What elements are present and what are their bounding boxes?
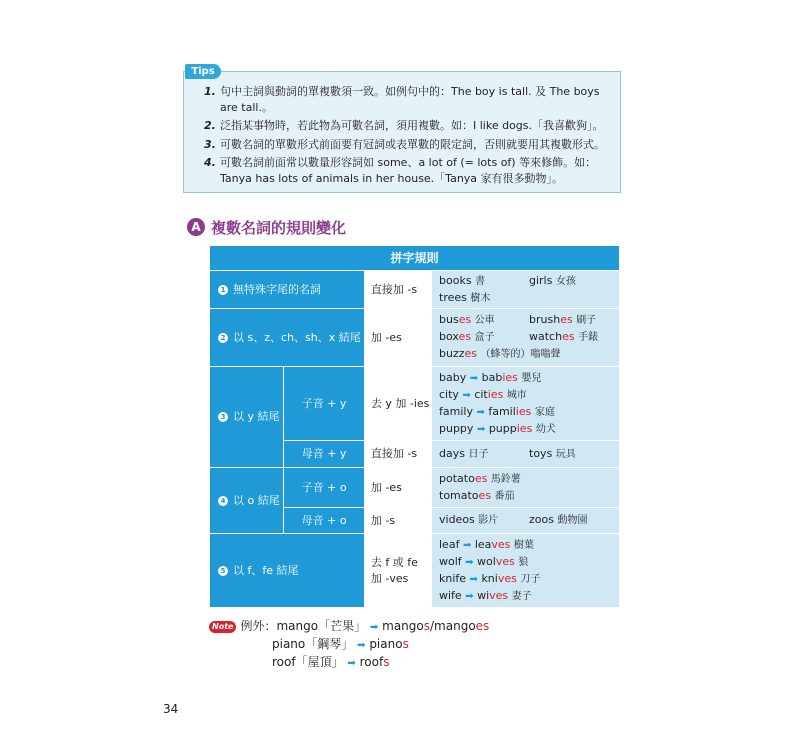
- table-row: [210, 468, 620, 508]
- bullet-number: 2: [218, 333, 228, 343]
- rule-subcategory: 母音 + y: [284, 441, 365, 468]
- examples-cell: videos 影片 zoos 動物園: [432, 508, 620, 534]
- bullet-number: 4: [218, 496, 228, 506]
- tip-item: 1. 句中主詞與動詞的單複數須一致。如例句中的：The boy is tall. 及 The boys are tall.。: [204, 85, 600, 114]
- rule-text: 直接加 -s: [364, 441, 431, 468]
- examples-cell: books 書 girls 女孩 trees 樹木: [432, 271, 620, 309]
- rule-text: 加 -es: [364, 468, 431, 508]
- examples-cell: days 日子 toys 玩具: [432, 441, 620, 468]
- bullet-number: 5: [218, 566, 228, 576]
- tip-item: 2. 泛指某事物時，若此物為可數名詞，須用複數。如：I like dogs.「我喜歡狗」。: [204, 119, 604, 132]
- tips-tag: Tips: [185, 64, 221, 79]
- examples-cell: buses 公車 brushes 刷子 boxes 盒子 watches 手錶 buzzes （蜂等的）嗡嗡聲: [432, 309, 620, 367]
- rule-subcategory: 子音 + o: [284, 468, 365, 508]
- section-title: 複數名詞的規則變化: [211, 218, 347, 237]
- rule-text: 去 f 或 fe 加 -ves: [364, 534, 431, 608]
- examples-cell: potatoes 馬鈴薯 tomatoes 番茄: [432, 468, 620, 508]
- tip-item: 3. 可數名詞的單數形式前面要有冠詞或表單數的限定詞，否則就要用其複數形式。: [204, 137, 605, 151]
- tip-item: 4. 可數名詞前面常以數量形容詞如 some、a lot of (= lots of) 等來修飾。如：Tanya has lots of animals in her house.「Tanya 家有很多動物」。: [204, 156, 597, 185]
- table-row: [210, 309, 620, 367]
- section-badge: A: [187, 218, 205, 236]
- rule-text: 加 -s: [364, 508, 431, 534]
- examples-cell: leaf ➡ leaves 樹葉 wolf ➡ wolves 狼 knife ➡ knives 刀子 wife ➡ wives 妻子: [432, 534, 620, 608]
- note-tag: Note: [209, 621, 236, 633]
- rule-category: 以 s、z、ch、sh、x 結尾: [233, 330, 361, 344]
- rule-text: 加 -es: [364, 309, 431, 367]
- rule-text: 去 y 加 -ies: [364, 367, 431, 441]
- table-row: [210, 367, 620, 441]
- rule-category: 以 f、fe 結尾: [233, 563, 299, 577]
- bullet-number: 3: [218, 412, 228, 422]
- page-number: 34: [163, 702, 179, 716]
- section-heading: [187, 217, 346, 237]
- bullet-number: 1: [218, 285, 228, 295]
- examples-cell: baby ➡ babies 嬰兒 city ➡ cities 城市 family ➡ families 家庭 puppy ➡ puppies 幼犬: [432, 367, 620, 441]
- rule-category: 無特殊字尾的名詞: [233, 282, 321, 296]
- rule-subcategory: 子音 + y: [284, 367, 365, 441]
- exceptions-note: Note 例外：mango「芒果」 ➡ mangos/mangoes piano「鋼琴」 ➡ pianos roof「屋頂」 ➡ roofs: [209, 618, 489, 672]
- table-row: [210, 534, 620, 608]
- rule-text: 直接加 -s: [364, 271, 431, 309]
- rule-subcategory: 母音 + o: [284, 508, 365, 534]
- tips-list: [204, 84, 614, 189]
- rule-category: 以 y 結尾: [233, 410, 280, 423]
- plural-rules-table: [209, 245, 620, 608]
- rule-category: 以 o 結尾: [233, 493, 280, 507]
- table-row: [210, 271, 620, 309]
- table-header: 拼字規則: [210, 246, 620, 271]
